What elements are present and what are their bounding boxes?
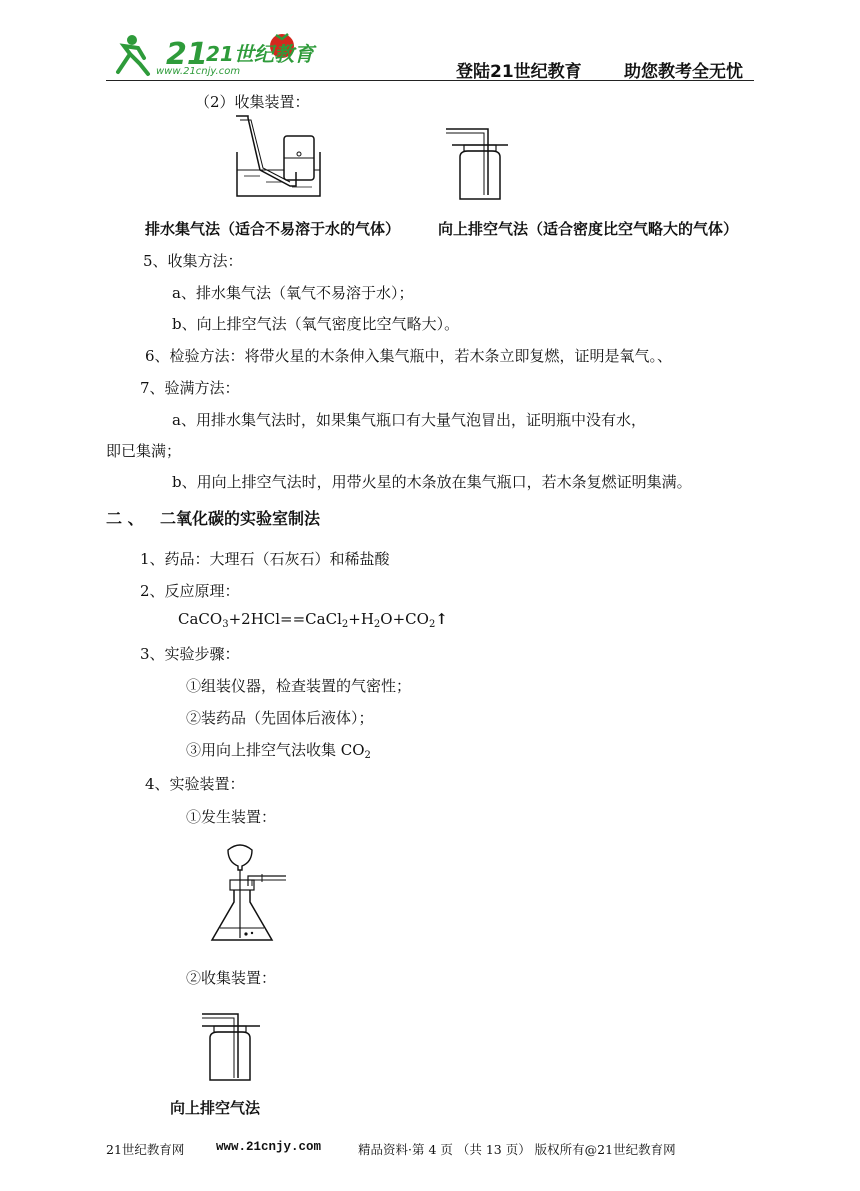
step1: ①组装仪器，检查装置的气密性； bbox=[186, 677, 412, 695]
eq-subscript: 2 bbox=[341, 619, 349, 630]
step3-text: ③用向上排空气法收集 CO bbox=[186, 741, 365, 759]
slogan-right: 助您教考全无忧 bbox=[624, 62, 743, 82]
gen-device-label: ①发生装置： bbox=[186, 808, 277, 826]
item5b: b、向上排空气法（氧气密度比空气略大）。 bbox=[172, 315, 460, 333]
s2-item3: 3、实验步骤： bbox=[140, 645, 240, 663]
eq-part: CaCO bbox=[178, 610, 223, 628]
chemical-equation bbox=[178, 610, 448, 630]
item7: 7、验满方法： bbox=[140, 379, 240, 397]
s2-item4: 4、实验装置： bbox=[145, 775, 245, 793]
s2-item2: 2、反应原理： bbox=[140, 582, 240, 600]
co2-collection-apparatus bbox=[198, 1008, 278, 1084]
header-divider bbox=[106, 80, 754, 81]
svg-text:21: 21 bbox=[166, 37, 208, 72]
item5a: a、排水集气法（氧气不易溶于水）； bbox=[172, 284, 414, 302]
gas-arrow: ↑ bbox=[435, 610, 448, 628]
logo bbox=[110, 28, 314, 80]
item6: 6、检验方法：将带火星的木条伸入集气瓶中，若木条立即复燃，证明是氧气。、 bbox=[145, 347, 673, 365]
item7a-line2: 即已集满； bbox=[106, 442, 182, 460]
step2: ②装药品（先固体后液体）； bbox=[186, 709, 374, 727]
eq-part: O+CO bbox=[380, 610, 429, 628]
eq-subscript: 2 bbox=[428, 619, 436, 630]
water-displacement-apparatus bbox=[232, 112, 322, 202]
eq-part: +2HCl==CaCl bbox=[228, 610, 342, 628]
eq-part: +H bbox=[348, 610, 374, 628]
footer-site: 21世纪教育网 bbox=[106, 1142, 185, 1157]
caption-air-method-2: 向上排空气法 bbox=[170, 1099, 261, 1117]
logo-text: 21世纪教育 bbox=[206, 42, 314, 66]
item7a-line1: a、用排水集气法时，如果集气瓶口有大量气泡冒出，证明瓶中没有水， bbox=[172, 411, 646, 429]
col-device-label: ②收集装置： bbox=[186, 969, 277, 987]
step3-subscript: 2 bbox=[364, 750, 371, 761]
item7b: b、用向上排空气法时，用带火星的木条放在集气瓶口，若木条复燃证明集满。 bbox=[172, 473, 692, 491]
footer-url[interactable]: www.21cnjy.com bbox=[216, 1140, 322, 1154]
item5: 5、收集方法： bbox=[143, 252, 243, 270]
footer-page-info: 精品资料·第 4 页 （共 13 页） 版权所有@21世纪教育网 bbox=[358, 1142, 676, 1157]
logo-url: www.21cnjy.com bbox=[156, 66, 241, 77]
air-displacement-apparatus bbox=[442, 123, 522, 199]
co2-generator-apparatus bbox=[206, 840, 306, 950]
caption-air-method: 向上排空气法（适合密度比空气略大的气体） bbox=[438, 220, 739, 238]
section2-heading: 二氧化碳的实验室制法 bbox=[160, 509, 321, 528]
step3 bbox=[186, 739, 371, 761]
s2-item1: 1、药品：大理石（石灰石）和稀盐酸 bbox=[140, 550, 390, 568]
eq-subscript: 2 bbox=[373, 619, 381, 630]
section2-heading-number: 二 、 bbox=[106, 509, 144, 528]
collect-device-label: （2）收集装置： bbox=[195, 93, 310, 111]
slogan-left: 登陆21世纪教育 bbox=[456, 62, 582, 82]
caption-water-method: 排水集气法（适合不易溶于水的气体） bbox=[145, 220, 401, 238]
eq-subscript: 3 bbox=[222, 619, 229, 630]
